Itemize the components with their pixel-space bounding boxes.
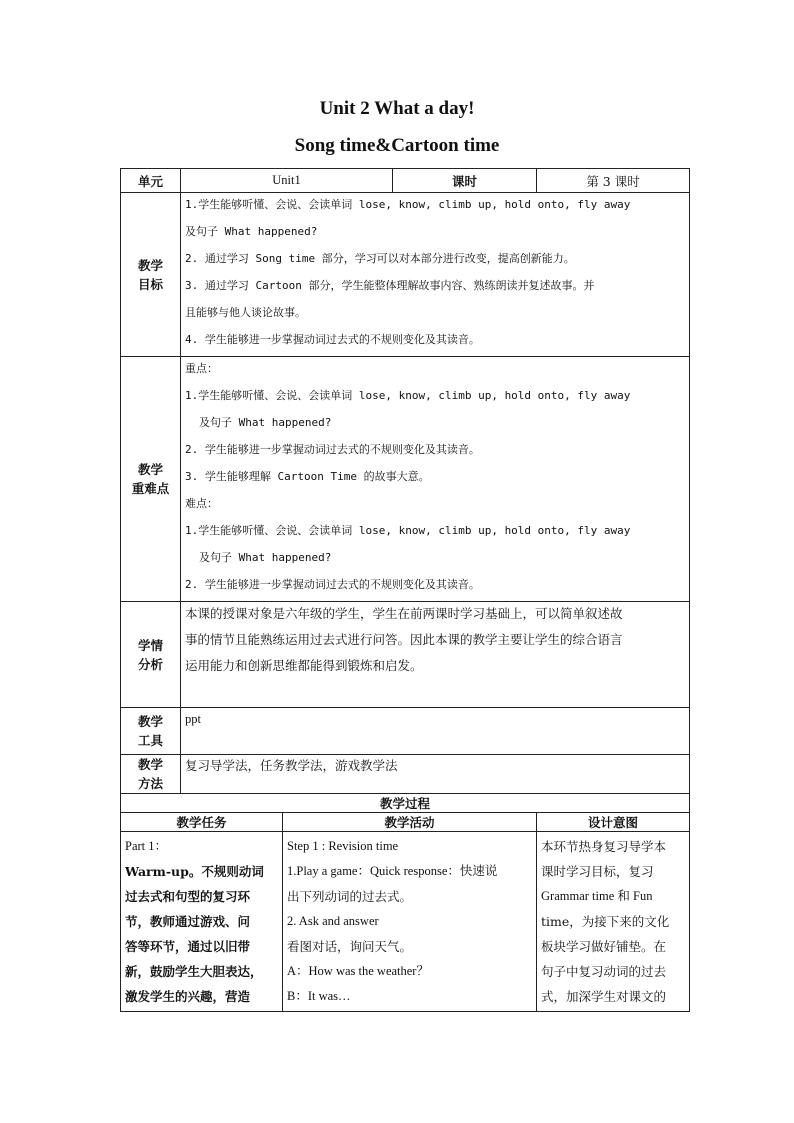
objective-line: 1.学生能够听懂、会说、会读单词 lose, know, climb up, hold onto, fly away bbox=[185, 198, 631, 211]
key-point-line: 重点： bbox=[185, 362, 218, 375]
task-line: 新，鼓励学生大胆表达， bbox=[125, 964, 263, 979]
intent-line: 本环节热身复习导学本 bbox=[541, 839, 667, 854]
objective-line: 且能够与他人谈论故事。 bbox=[185, 306, 306, 319]
col-task-header: 教学任务 bbox=[121, 813, 283, 832]
activity-line: Step 1 : Revision time bbox=[287, 839, 399, 853]
period-value: 第 3 课时 bbox=[537, 169, 690, 193]
key-points-content bbox=[181, 357, 690, 602]
tools-value: ppt bbox=[181, 708, 690, 755]
activity-line: 1.Play a game：Quick response：快速说 bbox=[287, 864, 498, 878]
activity-line: 2. Ask and answer bbox=[287, 914, 379, 928]
key-point-line: 及句子 What happened? bbox=[199, 416, 332, 429]
key-point-line: 2. 学生能够进一步掌握动词过去式的不规则变化及其读音。 bbox=[185, 578, 480, 591]
objective-line: 2. 通过学习 Song time 部分，学习可以对本部分进行改变，提高创新能力。 bbox=[185, 252, 575, 265]
key-point-line: 及句子 What happened? bbox=[199, 551, 332, 564]
objective-line: 4. 学生能够进一步掌握动词过去式的不规则变化及其读音。 bbox=[185, 333, 480, 346]
period-label: 课时 bbox=[393, 169, 537, 193]
tools-row bbox=[121, 708, 690, 755]
activity-line: 出下列动词的过去式。 bbox=[287, 889, 413, 904]
task-cell bbox=[121, 832, 283, 1012]
objectives-content bbox=[181, 193, 690, 357]
analysis-line: 运用能力和创新思维都能得到锻炼和启发。 bbox=[185, 658, 423, 673]
methods-value: 复习导学法，任务教学法，游戏教学法 bbox=[181, 755, 690, 794]
intent-line: 板块学习做好铺垫。在 bbox=[541, 939, 667, 954]
task-line: Warm-up。不规则动词 bbox=[125, 864, 264, 879]
intent-cell bbox=[537, 832, 690, 1012]
tools-label: 教学 工具 bbox=[121, 708, 181, 755]
task-line: 答等环节，通过以旧带 bbox=[125, 939, 251, 954]
process-columns-row bbox=[121, 813, 690, 832]
task-line: 节，教师通过游戏、问 bbox=[125, 914, 251, 929]
activity-line: A：How was the weather？ bbox=[287, 964, 429, 978]
key-points-row bbox=[121, 357, 690, 602]
analysis-line: 事的情节且能熟练运用过去式进行问答。因此本课的教学主要让学生的综合语言 bbox=[185, 632, 623, 647]
analysis-content bbox=[181, 602, 690, 708]
key-point-line: 难点： bbox=[185, 497, 218, 510]
key-points-label: 教学 重难点 bbox=[121, 357, 181, 602]
activity-cell bbox=[283, 832, 537, 1012]
objectives-row bbox=[121, 193, 690, 357]
task-line: 过去式和句型的复习环 bbox=[125, 889, 251, 904]
process-heading-row bbox=[121, 794, 690, 813]
lesson-plan-table bbox=[120, 168, 690, 1012]
unit-value: Unit1 bbox=[181, 169, 393, 193]
activity-line: B：It was… bbox=[287, 989, 351, 1003]
unit-label: 单元 bbox=[121, 169, 181, 193]
key-point-line: 1.学生能够听懂、会说、会读单词 lose, know, climb up, hold onto, fly away bbox=[185, 524, 631, 537]
process-row bbox=[121, 832, 690, 1012]
task-line: 激发学生的兴趣，营造 bbox=[125, 989, 251, 1004]
info-row bbox=[121, 169, 690, 193]
objective-line: 3. 通过学习 Cartoon 部分，学生能整体理解故事内容、熟练朗读并复述故事。并 bbox=[185, 279, 595, 292]
methods-row bbox=[121, 755, 690, 794]
intent-line: 句子中复习动词的过去 bbox=[541, 964, 667, 979]
document-subtitle: Song time&Cartoon time bbox=[294, 135, 500, 156]
intent-line: 课时学习目标，复习 bbox=[541, 864, 654, 879]
analysis-label: 学情 分析 bbox=[121, 602, 181, 708]
objectives-label: 教学 目标 bbox=[121, 193, 181, 357]
methods-label: 教学 方法 bbox=[121, 755, 181, 794]
objective-line: 及句子 What happened? bbox=[185, 225, 318, 238]
task-line: Part 1： bbox=[125, 839, 168, 853]
key-point-line: 2. 学生能够进一步掌握动词过去式的不规则变化及其读音。 bbox=[185, 443, 480, 456]
key-point-line: 3. 学生能够理解 Cartoon Time 的故事大意。 bbox=[185, 470, 430, 483]
intent-line: 式，加深学生对课文的 bbox=[541, 989, 667, 1004]
key-point-line: 1.学生能够听懂、会说、会读单词 lose, know, climb up, hold onto, fly away bbox=[185, 389, 631, 402]
analysis-row bbox=[121, 602, 690, 708]
intent-line: Grammar time 和 Fun bbox=[541, 889, 653, 903]
col-intent-header: 设计意图 bbox=[537, 813, 690, 832]
intent-line: time，为接下来的文化 bbox=[541, 914, 670, 929]
activity-line: 看图对话，询问天气。 bbox=[287, 939, 413, 954]
col-activity-header: 教学活动 bbox=[283, 813, 537, 832]
process-heading: 教学过程 bbox=[121, 794, 690, 813]
document-title: Unit 2 What a day! bbox=[319, 98, 475, 119]
analysis-line: 本课的授课对象是六年级的学生，学生在前两课时学习基础上，可以简单叙述故 bbox=[185, 606, 623, 621]
